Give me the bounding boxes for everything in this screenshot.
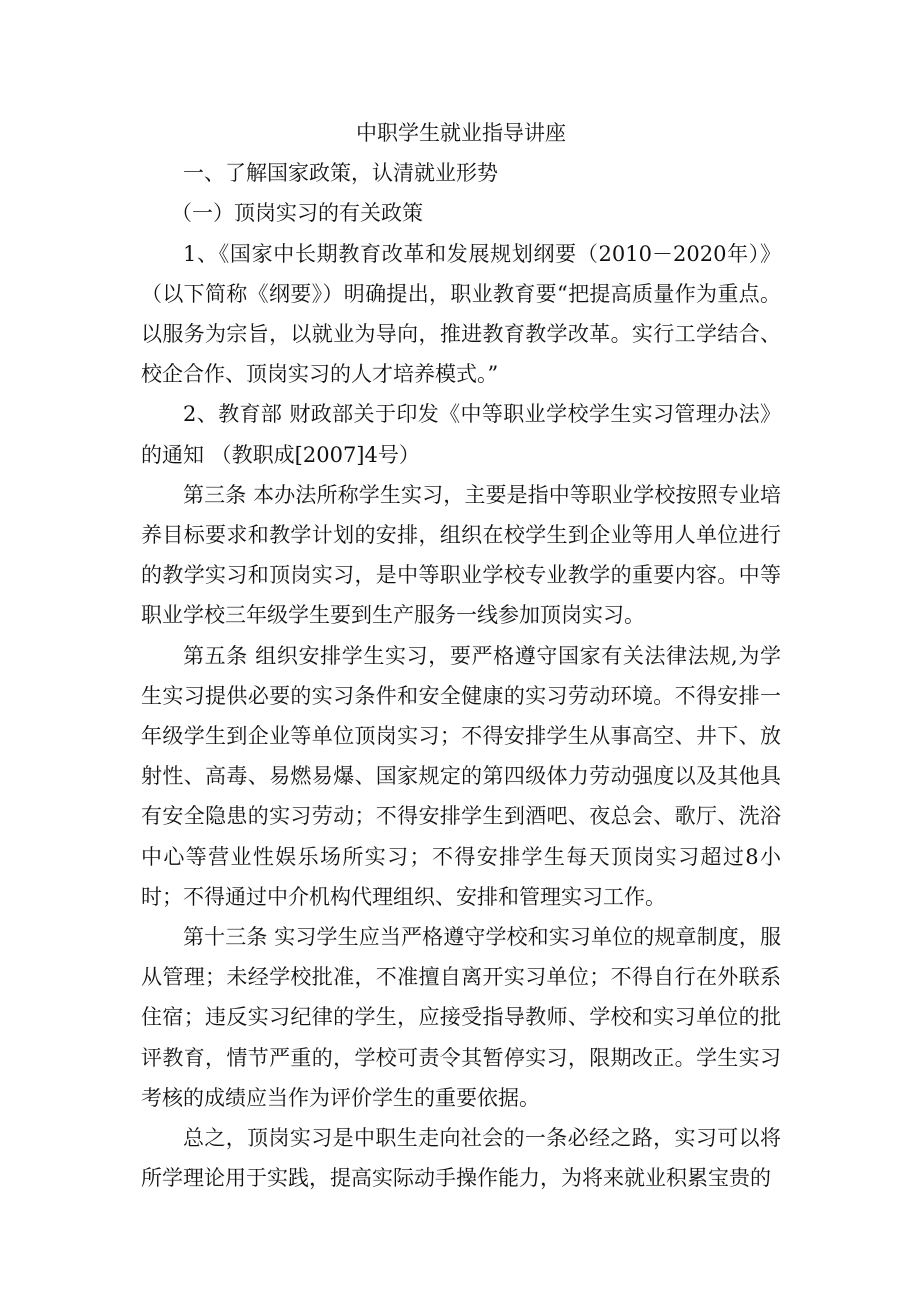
paragraph-article-5: 第五条 组织安排学生实习，要严格遵守国家有关法律法规,为学生实习提供必要的实习条件和安全健康的实习劳动环境。不得安排一年级学生到企业等单位顶岗实习；不得安排学生从事高空、井下、放射性、高毒、易燃易爆、国家规定的第四级体力劳动强度以及其他具有安全隐患的实习劳动；不得安排学生到酒吧、夜总会、歌厅、洗浴中心等营业性娱乐场所实习；不得安排学生每天顶岗实习超过8小时；不得通过中介机构代理组织、安排和管理实习工作。 (141, 643, 781, 909)
document-title: 中职学生就业指导讲座 (356, 121, 566, 145)
document-body (141, 113, 781, 1198)
paragraph-notice: 2、教育部 财政部关于印发《中等职业学校学生实习管理办法》的通知 （教职成[2007]4号） (141, 402, 781, 467)
paragraph-article-3: 第三条 本办法所称学生实习，主要是指中等职业学校按照专业培养目标要求和教学计划的安排，组织在校学生到企业等用人单位进行的教学实习和顶岗实习，是中等职业学校专业教学的重要内容。中等职业学校三年级学生要到生产服务一线参加顶岗实习。 (141, 482, 781, 628)
paragraph-article-13: 第十三条 实习学生应当严格遵守学校和实习单位的规章制度，服从管理；未经学校批准，不准擅自离开实习单位；不得自行在外联系住宿；违反实习纪律的学生，应接受指导教师、学校和实习单位的批评教育，情节严重的，学校可责令其暂停实习，限期改正。学生实习考核的成绩应当作为评价学生的重要依据。 (141, 925, 781, 1110)
paragraph-outline-plan: 1、《国家中长期教育改革和发展规划纲要（2010－2020年）》（以下简称《纲要》）明确提出，职业教育要“把提高质量作为重点。以服务为宗旨，以就业为导向，推进教育教学改革。实行工学结合、校企合作、顶岗实习的人才培养模式。” (141, 241, 781, 387)
section-heading: 一、了解国家政策，认清就业形势 (183, 161, 498, 186)
paragraph-summary: 总之，顶岗实习是中职生走向社会的一条必经之路，实习可以将所学理论用于实践，提高实际动手操作能力，为将来就业积累宝贵的 (141, 1126, 781, 1191)
subsection-heading: （一）顶岗实习的有关政策 (171, 201, 423, 226)
